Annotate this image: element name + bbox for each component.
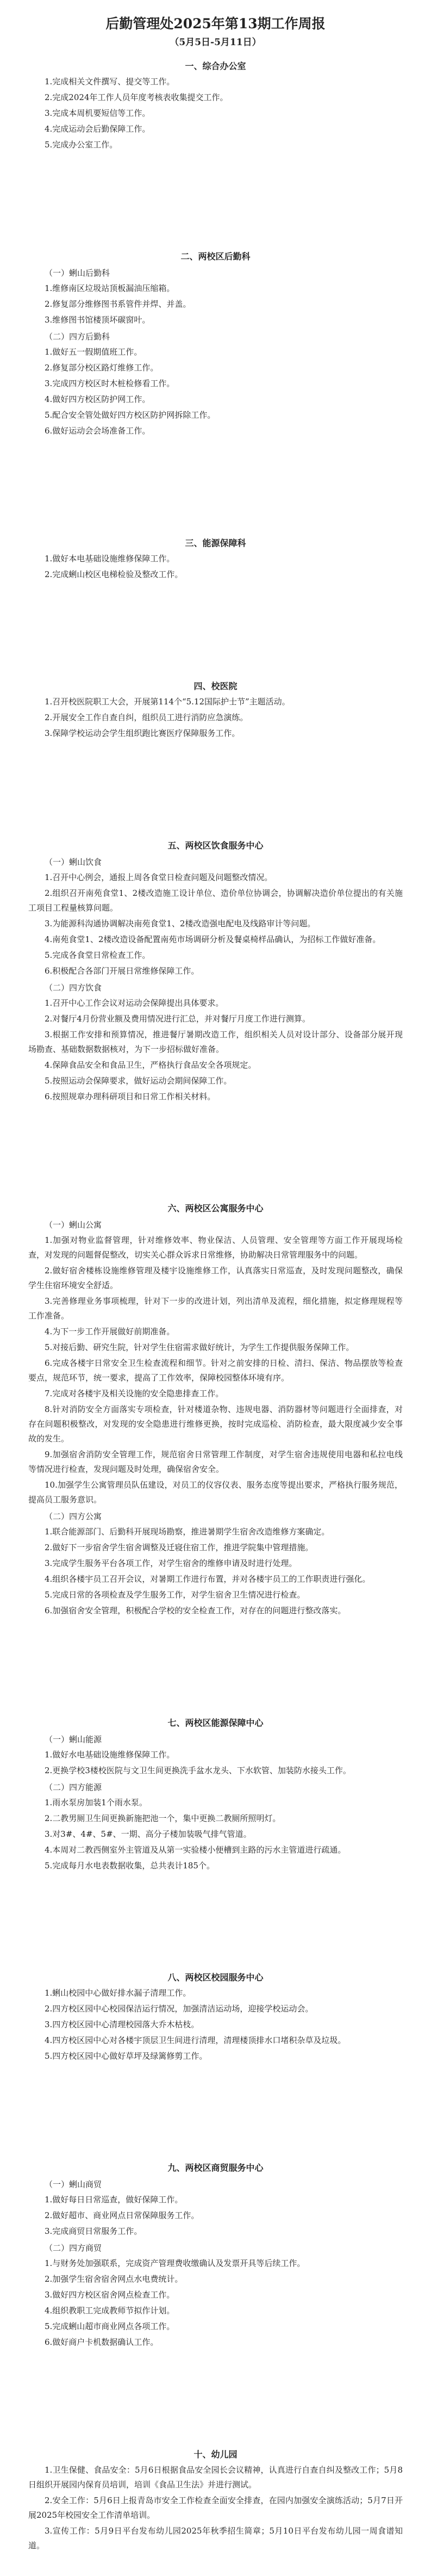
work-item: 5.完成各食堂日常检查工作。 [45,950,151,960]
work-item: 1.联合能源部门、后勤科开展现场勘察，推进暑期学生宿舍改造维修方案确定。 [45,1527,330,1537]
work-item: 5.配合安全管处做好四方校区防护网拆除工作。 [45,410,216,420]
work-item: 4.做好四方校区防护网工作。 [45,394,151,405]
work-item: 5.完成办公室工作。 [45,139,118,150]
work-item: 1.与财务处加强联系，完成资产管理费收缴确认及发票开具等后续工作。 [45,2258,305,2269]
work-item: 1.召开中心例会，通报上周各食堂日检查问题及问题整改情况。 [45,872,273,882]
work-item: 2.开展安全工作自查自纠，组织员工进行消防应急演练。 [45,713,248,723]
section-heading: 五、两校区饮食服务中心 [167,840,264,851]
subsection-heading: （二）四方能源 [45,1782,102,1792]
work-item: 2.加强学生宿舍宿舍网点水电费统计。 [45,2274,183,2284]
work-item: 3.完成四方校区时木桩检修看工作。 [45,379,175,389]
subsection-heading: （一）蜊山饮食 [45,857,102,867]
work-item: 3.完成商贸日常服务工作。 [45,2226,142,2237]
subsection-heading: （一）蜊山后勤科 [45,268,110,278]
work-item: 2.安全工作：5月6日上报青岛市安全工作检查全面安全排查，在园内加强安全演练活动；5月7日开展2025年校园安全工作清单培训。 [28,2495,403,2520]
work-item: 4.南苑食堂1、2楼改造设备配置南苑市场调研分析及餐桌椅样品确认，为招标工作做好准备。 [45,934,381,944]
work-item: 6.做好商户卡机数据确认工作。 [45,2337,159,2348]
work-item: 5.四方校区园中心做好草坪及绿篱修剪工作。 [45,2051,208,2061]
work-item: 3.完成学生服务平台各项工作，对学生宿舍的维修申请及时进行处理。 [45,1558,297,1569]
work-item: 2.做好超市、商业网点日常保障服务工作。 [45,2210,199,2221]
work-item: 3.做好四方校区宿舍网点检查工作。 [45,2290,175,2300]
section-heading: 四、校医院 [193,681,238,692]
work-item: 6.完成各楼宇日常安全卫生检查流程和细节。针对之前安排的日检、清扫、保洁、物品摆放等检查要点，规范环节，统一要求，提高了工作效率，保障校园整体环境有序。 [28,1358,403,1383]
section-heading: 十、幼儿园 [193,2449,238,2460]
work-item: 6.做好运动会会场准备工作。 [45,426,151,436]
work-item: 3.完善修理业务事项梳理，针对下一步的改进计划，列出清单及流程，细化措施，拟定修理规程等工作准备。 [28,1296,403,1321]
work-item: 4.为下一步工作开展做好前期准备。 [45,1327,175,1337]
section-heading: 八、两校区校园服务中心 [167,1972,264,1983]
work-item: 2.修复部分校区路灯维修工作。 [45,363,159,373]
work-item: 3.对3#、4#、5#、一期、高分子楼加装吸气排气管道。 [45,1829,252,1839]
work-item: 4.完成运动会后勤保障工作。 [45,123,151,134]
work-item: 6.积极配合各部门开展日常维修保障工作。 [45,965,199,976]
work-item: 1.做好本电基础设施维修保障工作。 [45,553,175,564]
work-item: 5.按照运动会保障要求，做好运动会期间保障工作。 [45,1075,232,1086]
work-item: 1.做好五一假期值班工作。 [45,347,142,357]
work-item: 3.为能源科沟通协调解决南苑食堂1、2楼改造强电配电及线路审计等问题。 [45,918,316,928]
work-item: 2.对餐厅4月份营业额及费用情况进行汇总，并对餐厅月度工作进行测算。 [45,1013,310,1024]
section-heading: 九、两校区商贸服务中心 [167,2163,264,2174]
work-item: 3.维修图书馆楼顶坏碳窗叶。 [45,315,151,325]
report-date-range: （5月5日-5月11日） [170,36,261,48]
work-item: 8.针对消防安全方面落实专项检查，针对楼道杂物、违规电器、消防器材等问题进行全面排查，对存在问题积极整改，对发现的安全隐患进行维修更换，按时完成巡检、消防检查，最大限度减少安全事故的发生。 [28,1404,403,1444]
report-section [28,56,403,153]
work-item: 6.按照规章办理科研项目和日常工作相关材料。 [45,1091,216,1101]
work-item: 2.四方校区园中心校园保洁运行情况，加强清洁运动场，迎接学校运动会。 [45,2003,314,2014]
work-item: 1.做好每日日常巡查，做好保障工作。 [45,2195,183,2205]
work-item: 2.更换学校3楼校医院与文卫生间更换洗手盆水龙头、下水软管、加装防水接头工作。 [45,1765,351,1775]
subsection-heading: （二）四方商贸 [45,2243,102,2253]
work-item: 4.组织各楼宇员工召开会议，对暑期工作进行布置，并对各楼宇员工的工作职责进行强化。 [45,1574,371,1584]
work-item: 1.加强对物业监督管理，针对维修效率、物业保洁、人员管理、安全管理等方面工作开展现场检查，对发现的问题督促整改，切实关心群众诉求日常维修，协助解决日常管理服务中的问题。 [28,1235,403,1260]
work-item: 4.保障食品安全和食品卫生，严格执行食品安全各项规定。 [45,1060,257,1070]
subsection-heading: （二）四方饮食 [45,982,102,993]
work-item: 3.保障学校运动会学生组织跑比赛医疗保障服务工作。 [45,728,240,739]
report-section [28,2158,403,2351]
work-item: 6.加强宿舍安全管理，积极配合学校的安全检查工作，对存在的问题进行整改落实。 [45,1606,346,1616]
report-section [28,533,403,583]
work-item: 2.做好下一步宿舍学生宿舍调整及迁寝住宿工作，推进学院集中管理措施。 [45,1543,314,1553]
section-heading: 三、能源保障科 [185,537,246,548]
work-item: 1.完成相关文件撰写、提交等工作。 [45,76,175,86]
subsection-heading: （一）蜊山商贸 [45,2179,102,2190]
work-item: 4.四方校区园中心对各楼宇顶层卫生间进行清理，清理楼顶排水口堵积杂草及垃圾。 [45,2035,346,2045]
report-section [28,2444,403,2554]
section-heading: 七、两校区能源保障中心 [167,1717,264,1728]
subsection-heading: （二）四方公寓 [45,1512,102,1522]
work-item: 3.完成本周机要短信等工作。 [45,108,151,118]
work-item: 10.加强学生公寓管理员队伍建设，对员工的仪容仪表、服务态度等提出要求，严格执行服务规范，提高员工服务意识。 [28,1480,403,1505]
work-item: 5.完成蜊山超市商业网点各项工作。 [45,2321,175,2332]
report-section [28,1713,403,1874]
work-item: 1.卫生保健、食品安全：5月6日根据食品安全园长会议精神，认真进行自查自纠及整改工作；5月8日组织开展园内保育员培训，培训《食品卫生法》并进行测试。 [28,2464,403,2490]
work-item: 3.根据工作安排和预算情况，推进餐厅暑期改造工作，组织相关人员对设计部分、设备部分展开现场勘查、基础数据数据核对，为下一步招标做好准备。 [28,1029,403,1054]
section-heading: 六、两校区公寓服务中心 [167,1203,264,1214]
subsection-heading: （二）四方后勤科 [45,332,110,342]
report-section [28,246,403,439]
work-item: 3.四方校区园中心清理校园落大乔木枯枝。 [45,2019,199,2029]
report-section [28,1967,403,2065]
work-item: 1.雨水泵房加装1个雨水泵。 [45,1797,147,1807]
work-item: 9.加强宿舍消防安全管理工作，规范宿舍日常管理工作制度，对学生宿舍违规使用电器和私拉电线等情况进行检查，发现问题及时处理，确保宿舍安全。 [28,1450,403,1475]
work-item: 2.二教男厕卫生间更换新施把池一个，集中更换二教厕所照明灯。 [45,1813,281,1823]
work-item: 4.本周对二教西侧室外主管道及从第一实验楼小便槽到主路的污水主管道进行疏通。 [45,1844,346,1855]
work-item: 5.完成日常的各项检查及学生服务工作，对学生宿舍卫生情况进行检查。 [45,1590,305,1600]
subsection-heading: （一）蜊山公寓 [45,1220,102,1230]
work-item: 5.对接后勤、研究生院，针对学生住宿需求做好统计，为学生工作提供服务保障工作。 [45,1342,354,1353]
work-item: 1.维修南区垃圾站顶板漏油压缩箱。 [45,283,175,294]
work-item: 2.完成蜊山校区电梯检验及整改工作。 [45,569,183,579]
report-section [28,835,403,1105]
work-item: 1.做好水电基础设施维修保障工作。 [45,1749,175,1760]
work-item: 1.召开中心工作会议对运动会保障提出具体要求。 [45,998,224,1008]
work-item: 3.宣传工作：5月9日平台发布幼儿园2025年秋季招生简章；5月10日平台发布幼儿园一周食谱知道。 [28,2525,403,2550]
work-item: 2.组织召开南苑食堂1、2楼改造施工设计单位、造价单位协调会，协调解决造价单位提出的有关施工项目工程量核算问题。 [28,888,403,913]
work-item: 1.召开校医院职工大会，开展第114个“5.12国际护士节”主题活动。 [45,697,290,707]
work-item: 4.组织教职工完成教师节拟作计划。 [45,2306,175,2316]
report-title: 后勤管理处2025年第13期工作周报 [105,16,326,32]
work-item: 1.蜊山校园中心做好排水漏子清理工作。 [45,1987,191,1998]
report-sections [28,56,403,2554]
work-item: 7.完成对各楼宇及相关设施的安全隐患排查工作。 [45,1389,224,1399]
section-heading: 一、综合办公室 [185,60,246,71]
work-item: 2.做好宿舍楼栋设施维修管理及楼宇设施维修工作，认真落实日常巡查，及时发现问题整改，确保学生住宿环境安全舒适。 [28,1266,403,1291]
work-item: 2.完成2024年工作人员年度考核表收集提交工作。 [45,92,228,102]
work-item: 5.完成每月水电表数据收集，总共表计185个。 [45,1860,215,1871]
report-section [28,676,403,742]
subsection-heading: （一）蜊山能源 [45,1734,102,1744]
section-heading: 二、两校区后勤科 [180,251,251,262]
report-section [28,1198,403,1619]
work-item: 2.修复部分维修图书系管件并焊、并盖。 [45,299,191,309]
